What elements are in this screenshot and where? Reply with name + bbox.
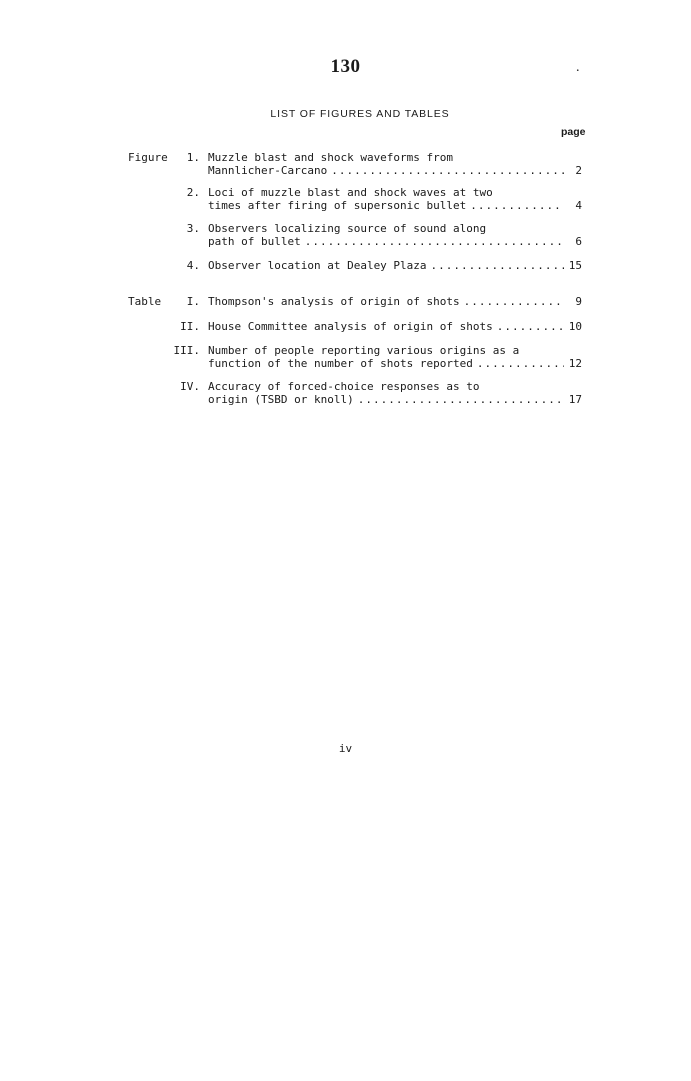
- dot-leader: [460, 295, 564, 308]
- entry-title-line2: [208, 199, 582, 212]
- entry-title-line2: [208, 164, 582, 177]
- entry-page-number: 2: [575, 164, 582, 177]
- entry-number: 4.: [186, 259, 200, 272]
- entry-page-number: 9: [575, 295, 582, 308]
- dot-leader: [327, 164, 564, 177]
- entry-title-line2: [208, 357, 582, 370]
- entry-title-text: function of the number of shots reported: [208, 357, 473, 370]
- entry-title-line2: [208, 259, 582, 272]
- entry-number: 2.: [186, 186, 200, 199]
- list-title: LIST OF FIGURES AND TABLES: [270, 108, 450, 120]
- entry-title-line1: Number of people reporting various origins as a: [208, 344, 520, 357]
- entry-title-line2: [208, 295, 582, 308]
- entry-page-number: 4: [575, 199, 582, 212]
- entry-title-line2: [208, 320, 582, 333]
- entry-title-text: times after firing of supersonic bullet: [208, 199, 467, 212]
- page-column-heading: page: [561, 126, 586, 138]
- entry-page-number: 10: [568, 320, 582, 333]
- entry-number: 1.: [186, 151, 200, 164]
- entry-page-number: 12: [568, 357, 582, 370]
- entry-title-line1: Observers localizing source of sound along: [208, 222, 487, 235]
- entry-number: I.: [186, 295, 200, 308]
- figure-prefix: Figure: [128, 151, 168, 164]
- entry-page-number: 17: [568, 393, 582, 406]
- page-number: 130: [330, 56, 361, 77]
- entry-title-line1: Loci of muzzle blast and shock waves at two: [208, 186, 493, 199]
- corner-mark: .: [576, 60, 580, 75]
- entry-title-line2: [208, 393, 582, 406]
- entry-title-line1: Accuracy of forced-choice responses as to: [208, 380, 480, 393]
- dot-leader: [427, 259, 564, 272]
- dot-leader: [466, 199, 564, 212]
- entry-title-text: Mannlicher-Carcano: [208, 164, 328, 177]
- entry-title-text: House Committee analysis of origin of shots: [208, 320, 493, 333]
- entry-title-line1: Muzzle blast and shock waveforms from: [208, 151, 454, 164]
- entry-page-number: 6: [575, 235, 582, 248]
- entry-title-text: Observer location at Dealey Plaza: [208, 259, 427, 272]
- dot-leader: [473, 357, 564, 370]
- entry-page-number: 15: [568, 259, 582, 272]
- table-prefix: Table: [128, 295, 162, 308]
- entry-title-text: origin (TSBD or knoll): [208, 393, 354, 406]
- entry-title-text: Thompson's analysis of origin of shots: [208, 295, 460, 308]
- dot-leader: [493, 320, 564, 333]
- dot-leader: [354, 393, 564, 406]
- entry-number: 3.: [186, 222, 200, 235]
- dot-leader: [301, 235, 564, 248]
- entry-number: II.: [180, 320, 200, 333]
- entry-number: III.: [173, 344, 200, 357]
- entry-title-text: path of bullet: [208, 235, 301, 248]
- footer-page-number: iv: [338, 742, 353, 755]
- entry-title-line2: [208, 235, 582, 248]
- entry-number: IV.: [180, 380, 200, 393]
